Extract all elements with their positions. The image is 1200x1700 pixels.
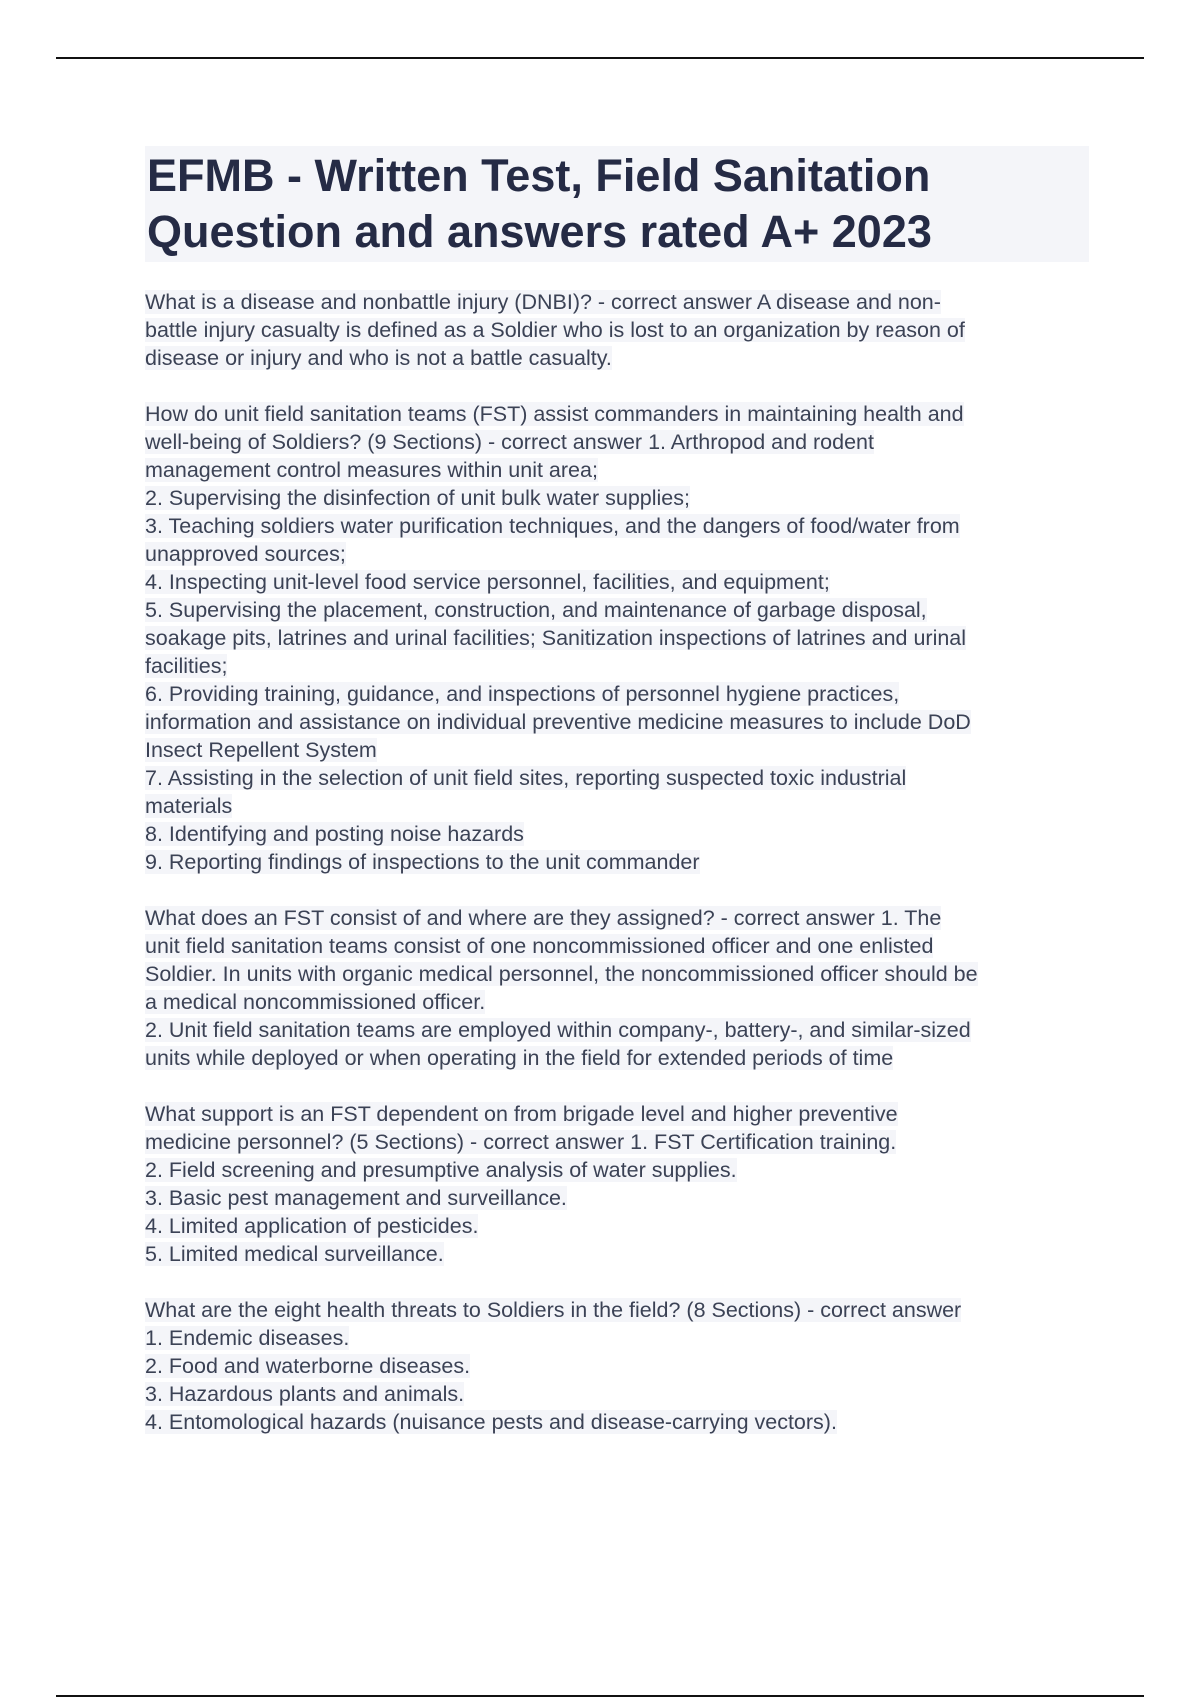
document-body — [145, 146, 1089, 1464]
qa-text-line — [145, 1240, 1089, 1268]
qa-text-line — [145, 792, 1089, 820]
qa-text: 5. Supervising the placement, construction, and maintenance of garbage disposal, — [145, 598, 927, 622]
qa-text-line — [145, 288, 1089, 316]
qa-text-line — [145, 484, 1089, 512]
qa-text: 3. Teaching soldiers water purification techniques, and the dangers of food/water from — [145, 514, 960, 538]
qa-list — [145, 288, 1089, 1436]
qa-text: well-being of Soldiers? (9 Sections) - correct answer 1. Arthropod and rodent — [145, 430, 874, 454]
qa-text-line — [145, 428, 1089, 456]
qa-text-line — [145, 316, 1089, 344]
qa-text-line — [145, 988, 1089, 1016]
qa-item — [145, 1100, 1089, 1268]
title-block — [145, 146, 1089, 262]
qa-text-line — [145, 960, 1089, 988]
qa-text-line — [145, 512, 1089, 540]
qa-text: unapproved sources; — [145, 542, 346, 566]
qa-item — [145, 904, 1089, 1072]
qa-text: battle injury casualty is defined as a Soldier who is lost to an organization by reason of — [145, 318, 965, 342]
qa-text: materials — [145, 794, 233, 818]
qa-text-line — [145, 624, 1089, 652]
qa-text: information and assistance on individual preventive medicine measures to include DoD — [145, 710, 971, 734]
qa-text: 6. Providing training, guidance, and inspections of personnel hygiene practices, — [145, 682, 900, 706]
qa-text: 2. Unit field sanitation teams are employed within company-, battery-, and similar-sized — [145, 1018, 971, 1042]
qa-text-line — [145, 1100, 1089, 1128]
title-line: EFMB - Written Test, Field Sanitation — [147, 150, 931, 201]
qa-text: facilities; — [145, 654, 228, 678]
qa-text-line — [145, 1352, 1089, 1380]
title-line: Question and answers rated A+ 2023 — [147, 206, 932, 257]
qa-text: What are the eight health threats to Soldiers in the field? (8 Sections) - correct answer — [145, 1298, 962, 1322]
qa-text-line — [145, 456, 1089, 484]
qa-text: 4. Inspecting unit-level food service personnel, facilities, and equipment; — [145, 570, 830, 594]
qa-text: Insect Repellent System — [145, 738, 377, 762]
qa-text: soakage pits, latrines and urinal facilities; Sanitization inspections of latrines and urinal — [145, 626, 967, 650]
qa-text-line — [145, 680, 1089, 708]
qa-text-line — [145, 1212, 1089, 1240]
qa-text: disease or injury and who is not a battle casualty. — [145, 346, 612, 370]
qa-text: 7. Assisting in the selection of unit field sites, reporting suspected toxic industrial — [145, 766, 907, 790]
qa-text: What does an FST consist of and where are they assigned? - correct answer 1. The — [145, 906, 942, 930]
qa-text: 2. Food and waterborne diseases. — [145, 1354, 471, 1378]
qa-text-line — [145, 1128, 1089, 1156]
qa-text: 2. Supervising the disinfection of unit bulk water supplies; — [145, 486, 690, 510]
qa-text-line — [145, 652, 1089, 680]
qa-text: units while deployed or when operating in the field for extended periods of time — [145, 1046, 894, 1070]
qa-text: 2. Field screening and presumptive analysis of water supplies. — [145, 1158, 737, 1182]
qa-text-line — [145, 344, 1089, 372]
qa-text-line — [145, 1408, 1089, 1436]
qa-text: 3. Hazardous plants and animals. — [145, 1382, 465, 1406]
qa-text: a medical noncommissioned officer. — [145, 990, 486, 1014]
qa-text-line — [145, 932, 1089, 960]
qa-text: 5. Limited medical surveillance. — [145, 1242, 444, 1266]
qa-text: What is a disease and nonbattle injury (DNBI)? - correct answer A disease and non- — [145, 290, 941, 314]
qa-text-line — [145, 848, 1089, 876]
qa-text: How do unit field sanitation teams (FST) assist commanders in maintaining health and — [145, 402, 964, 426]
qa-text-line — [145, 820, 1089, 848]
qa-text-line — [145, 764, 1089, 792]
top-rule — [56, 57, 1144, 59]
qa-text: 3. Basic pest management and surveillance. — [145, 1186, 567, 1210]
qa-text-line — [145, 904, 1089, 932]
qa-text: 4. Limited application of pesticides. — [145, 1214, 479, 1238]
qa-text-line — [145, 1380, 1089, 1408]
qa-text-line — [145, 400, 1089, 428]
qa-text-line — [145, 540, 1089, 568]
qa-text: unit field sanitation teams consist of one noncommissioned officer and one enlisted — [145, 934, 934, 958]
qa-item — [145, 288, 1089, 372]
qa-text-line — [145, 1016, 1089, 1044]
qa-text: management control measures within unit area; — [145, 458, 598, 482]
qa-text-line — [145, 568, 1089, 596]
qa-text-line — [145, 1296, 1089, 1324]
qa-text-line — [145, 1184, 1089, 1212]
qa-text-line — [145, 708, 1089, 736]
qa-text: medicine personnel? (5 Sections) - correct answer 1. FST Certification training. — [145, 1130, 897, 1154]
qa-text: 1. Endemic diseases. — [145, 1326, 350, 1350]
qa-text-line — [145, 1324, 1089, 1352]
qa-text: 9. Reporting findings of inspections to the unit commander — [145, 850, 700, 874]
qa-text: 4. Entomological hazards (nuisance pests and disease-carrying vectors). — [145, 1410, 837, 1434]
qa-text-line — [145, 1156, 1089, 1184]
qa-text-line — [145, 1044, 1089, 1072]
qa-text-line — [145, 736, 1089, 764]
qa-text: Soldier. In units with organic medical personnel, the noncommissioned officer should be — [145, 962, 978, 986]
qa-text-line — [145, 596, 1089, 624]
qa-item — [145, 400, 1089, 876]
bottom-rule — [56, 1695, 1144, 1697]
qa-text: 8. Identifying and posting noise hazards — [145, 822, 524, 846]
qa-item — [145, 1296, 1089, 1436]
document-title — [147, 148, 1085, 260]
qa-text: What support is an FST dependent on from brigade level and higher preventive — [145, 1102, 898, 1126]
